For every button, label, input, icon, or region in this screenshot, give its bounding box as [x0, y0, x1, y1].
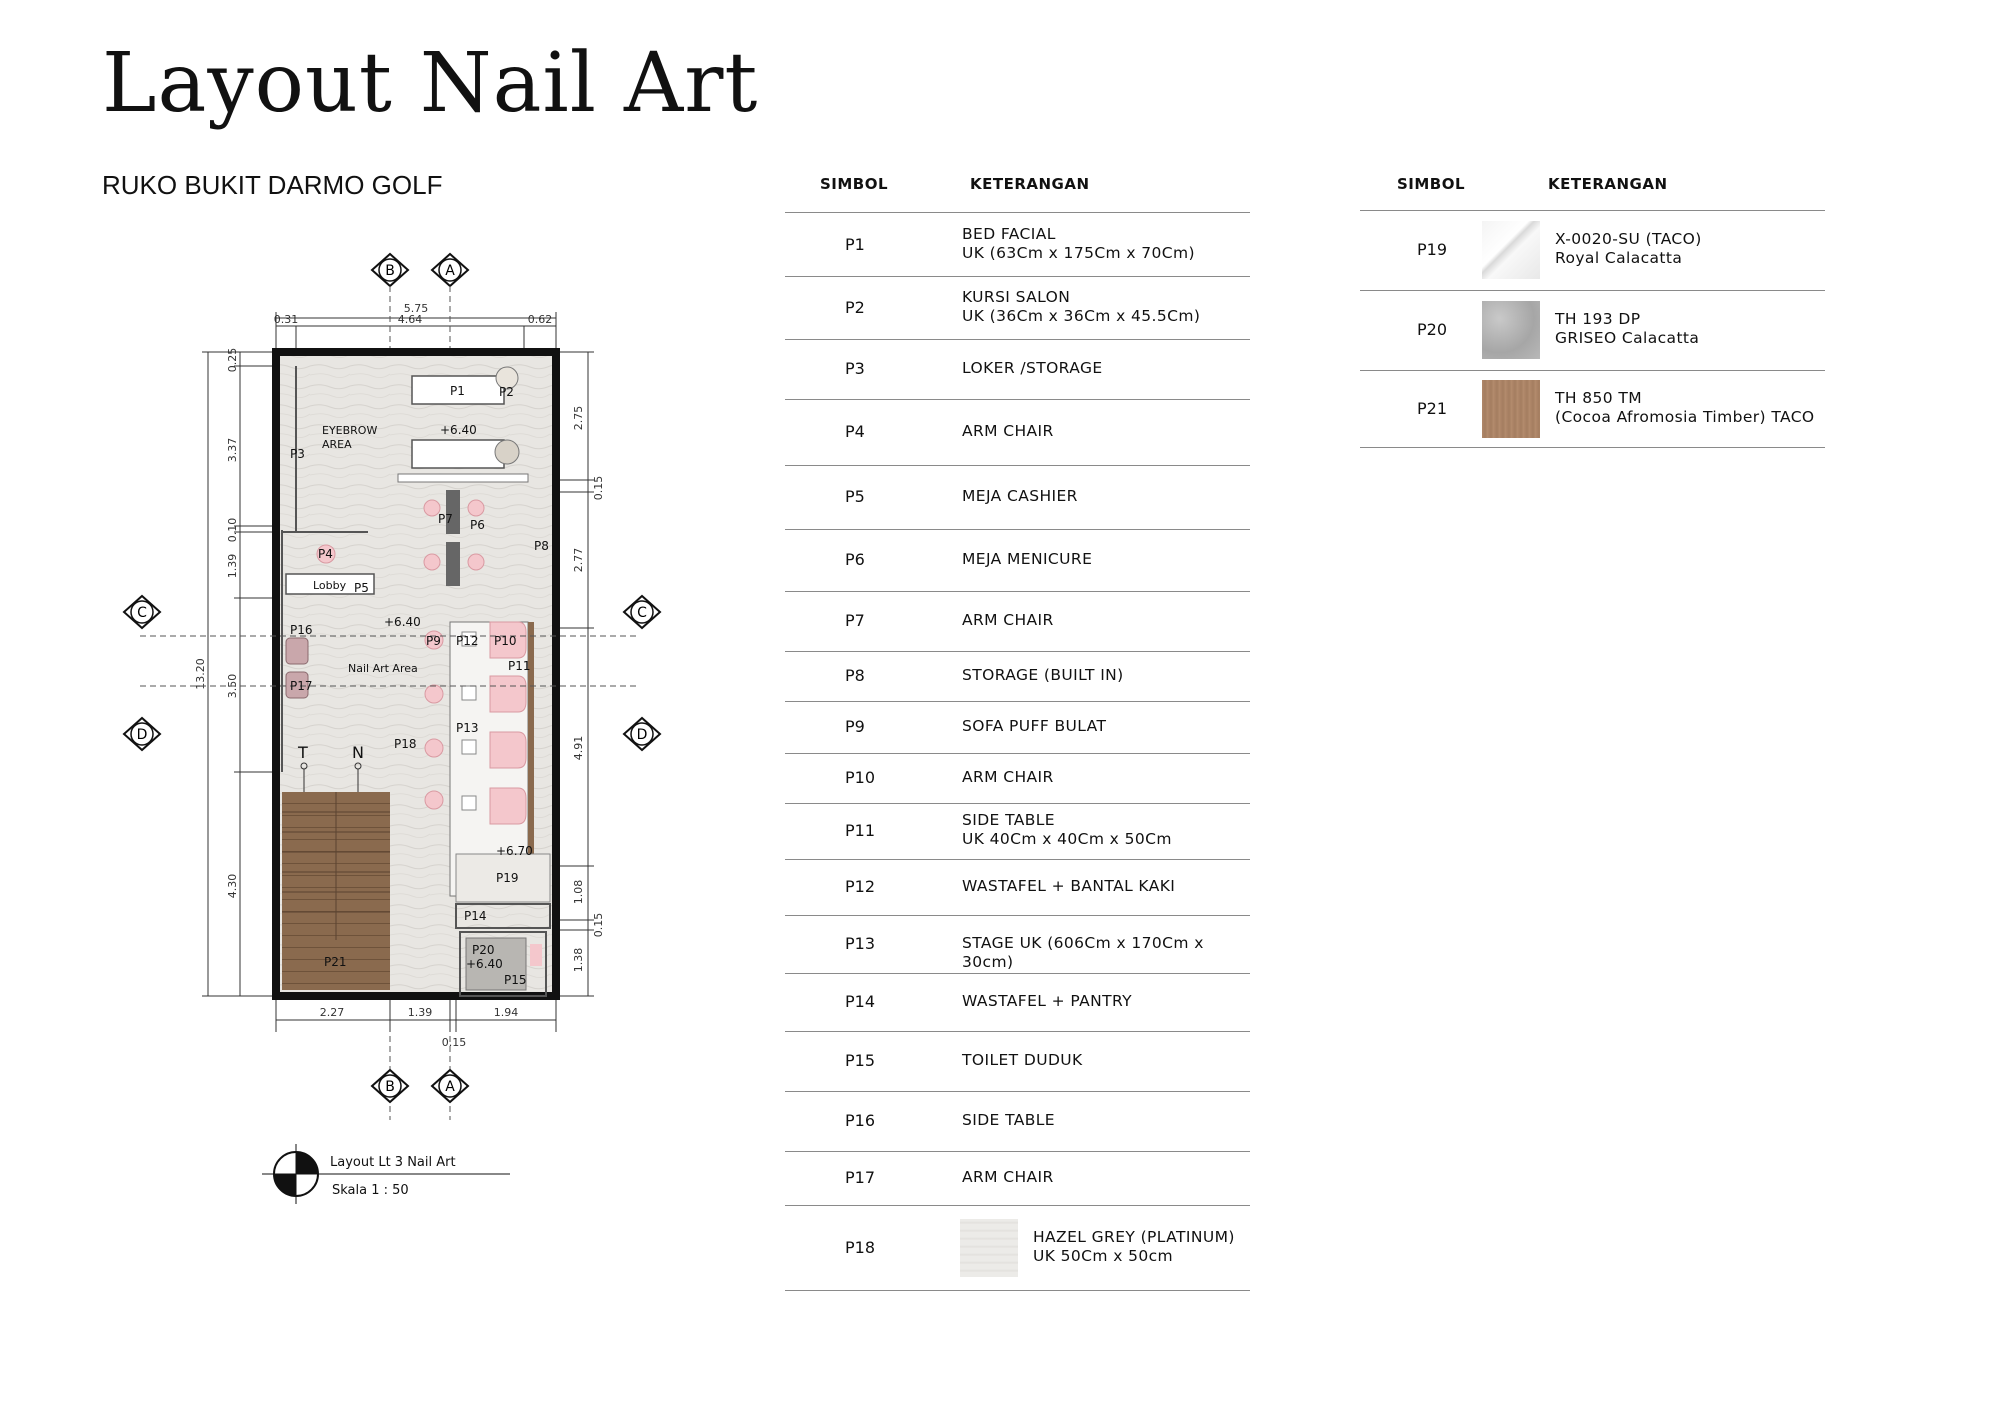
- legend-symbol: P14: [845, 992, 876, 1011]
- legend-desc-line1: ARM CHAIR: [962, 1168, 1054, 1186]
- legend-description: [962, 1051, 1083, 1070]
- legend-description: [962, 422, 1054, 441]
- label-stair-t: T: [298, 743, 308, 762]
- legend-row-p8: [785, 651, 1250, 702]
- legend-symbol: P18: [845, 1237, 876, 1257]
- legend-symbol: P6: [845, 550, 865, 569]
- dim-right-4: 4.91: [572, 735, 585, 761]
- label-eyebrow-2: AREA: [322, 438, 352, 451]
- legend-left-header-symbol: SIMBOL: [820, 175, 889, 193]
- legend-table-right: [1360, 175, 1825, 455]
- legend-description: [962, 666, 1124, 685]
- section-marker-a-top: [432, 254, 468, 286]
- caption-scale: Skala 1 : 50: [332, 1183, 409, 1198]
- legend-description: [962, 487, 1078, 506]
- dim-top-right: 0.62: [527, 313, 553, 326]
- legend-description: [962, 768, 1054, 787]
- counter: [398, 474, 528, 482]
- label-lobby: Lobby: [313, 579, 347, 592]
- legend-description: [962, 611, 1054, 630]
- legend-row-p5: [785, 465, 1250, 530]
- legend-desc-line2: UK 50Cm x 50cm: [1033, 1246, 1174, 1265]
- legend-desc-line1: LOKER /STORAGE: [962, 359, 1103, 377]
- legend-symbol: P1: [845, 234, 865, 254]
- legend-desc-line1: TH 850 TM: [1555, 388, 1643, 407]
- legend-description: [962, 225, 1195, 263]
- legend-desc-line1: KURSI SALON: [962, 287, 1071, 306]
- legend-symbol: P7: [845, 611, 865, 630]
- legend-symbol: P21: [1417, 398, 1448, 418]
- legend-symbol: P5: [845, 487, 865, 506]
- dim-left-6: 4.30: [226, 873, 239, 899]
- manicure-table-2: [446, 542, 460, 586]
- legend-desc-line1: MEJA CASHIER: [962, 487, 1078, 505]
- legend-row-p3: [785, 339, 1250, 400]
- legend-desc-line1: TOILET DUDUK: [962, 1051, 1083, 1069]
- material-swatch-p20: [1482, 301, 1540, 359]
- label-p12: P12: [456, 634, 479, 648]
- marker-a-top-label: A: [445, 263, 455, 279]
- legend-row-p18: [785, 1205, 1250, 1291]
- legend-description: [962, 811, 1172, 849]
- legend-row-p12: [785, 859, 1250, 916]
- legend-desc-line1: X-0020-SU (TACO): [1555, 230, 1702, 248]
- dim-right-2: 0.15: [592, 475, 605, 501]
- label-p8: P8: [534, 539, 549, 553]
- legend-desc-line1: WASTAFEL + BANTAL KAKI: [962, 877, 1176, 895]
- legend-description: [962, 992, 1132, 1011]
- label-stair-n: N: [352, 743, 364, 762]
- label-elev-4: +6.40: [466, 957, 503, 971]
- legend-symbol: P15: [845, 1051, 876, 1070]
- label-p20: P20: [472, 943, 495, 957]
- legend-description: [1555, 310, 1699, 348]
- legend-desc-line1: TH 193 DP: [1555, 310, 1641, 328]
- legend-symbol: P12: [845, 877, 876, 896]
- dim-top-left: 0.31: [273, 313, 299, 326]
- section-marker-d-right: [624, 718, 660, 750]
- dim-right-3: 2.77: [572, 547, 585, 573]
- label-p5: P5: [354, 581, 369, 595]
- label-elev-2: +6.40: [384, 615, 421, 629]
- marker-d-left-label: D: [136, 727, 148, 743]
- marker-c-left-label: C: [137, 605, 147, 621]
- marker-a-bottom-label: A: [445, 1079, 455, 1095]
- legend-row-p20: [1360, 290, 1825, 371]
- section-marker-d-left: [124, 718, 160, 750]
- legend-desc-line1: SOFA PUFF BULAT: [962, 717, 1107, 735]
- bed-facial-2: [412, 440, 504, 468]
- section-marker-a-bottom: [432, 1070, 468, 1102]
- dim-bottom-4: 0.15: [441, 1036, 467, 1049]
- legend-desc-line1: MEJA MENICURE: [962, 550, 1093, 568]
- plan-caption: [262, 1144, 510, 1204]
- legend-desc-line1: BED FACIAL: [962, 224, 1056, 243]
- legend-description: [962, 1111, 1055, 1130]
- dim-left-5: 3.50: [226, 673, 239, 699]
- legend-symbol: P19: [1417, 240, 1448, 259]
- legend-row-p9: [785, 701, 1250, 754]
- material-swatch-p21: [1482, 380, 1540, 438]
- legend-desc-line2: Royal Calacatta: [1555, 249, 1683, 267]
- legend-right-header-desc: KETERANGAN: [1548, 175, 1668, 193]
- dim-left-3: 0.10: [226, 517, 239, 543]
- legend-symbol: P3: [845, 359, 865, 378]
- legend-table-left: [785, 175, 1250, 1295]
- legend-row-p16: [785, 1091, 1250, 1152]
- legend-row-p7: [785, 591, 1250, 652]
- dim-right-6: 0.15: [592, 912, 605, 938]
- label-p4: P4: [318, 547, 333, 561]
- legend-description: [962, 550, 1092, 569]
- legend-symbol: P20: [1417, 320, 1448, 339]
- dim-bottom-1: 2.27: [319, 1006, 345, 1019]
- legend-symbol: P2: [845, 297, 865, 317]
- legend-description: [962, 717, 1106, 736]
- legend-desc-line1: HAZEL GREY (PLATINUM): [1033, 1227, 1235, 1246]
- label-p18: P18: [394, 737, 417, 751]
- dim-right-1: 2.75: [572, 405, 585, 431]
- legend-desc-line2: UK (36Cm x 36Cm x 45.5Cm): [962, 306, 1201, 325]
- label-p21: P21: [324, 955, 347, 969]
- label-p10: P10: [494, 634, 517, 648]
- dim-right-7: 1.38: [572, 947, 585, 973]
- legend-desc-line1: ARM CHAIR: [962, 422, 1054, 440]
- legend-row-p11: [785, 803, 1250, 860]
- legend-row-p13: [785, 915, 1250, 974]
- legend-description: [1555, 230, 1702, 268]
- label-p2: P2: [499, 385, 514, 399]
- legend-right-header-symbol: SIMBOL: [1397, 175, 1466, 193]
- marker-b-bottom-label: B: [385, 1079, 395, 1095]
- dim-left-1: 0.25: [226, 347, 239, 373]
- dim-left-2: 3.37: [226, 437, 239, 463]
- label-p13: P13: [456, 721, 479, 735]
- label-elev-3: +6.70: [496, 844, 533, 858]
- label-elev-1: +6.40: [440, 423, 477, 437]
- swatch-hazel-grey: [960, 1219, 1018, 1277]
- dim-bottom-2: 1.39: [407, 1006, 433, 1019]
- dim-top-total: 5.75: [403, 302, 429, 315]
- section-marker-b-top: [372, 254, 408, 286]
- legend-desc-line1: STAGE UK (606Cm x 170Cm x 30cm): [962, 934, 1204, 971]
- label-p14: P14: [464, 909, 487, 923]
- label-p15: P15: [504, 973, 527, 987]
- legend-description: [962, 288, 1200, 326]
- legend-description: [1033, 1228, 1235, 1266]
- left-dimensions: [202, 352, 280, 996]
- legend-description: [962, 934, 1250, 972]
- legend-row-p1: [785, 213, 1250, 277]
- legend-row-p4: [785, 399, 1250, 466]
- legend-desc-line2: (Cocoa Afromosia Timber) TACO: [1555, 407, 1815, 426]
- legend-row-p14: [785, 973, 1250, 1032]
- material-swatch-p19: [1482, 221, 1540, 279]
- dim-left-4: 1.39: [226, 553, 239, 579]
- label-p1: P1: [450, 384, 465, 398]
- legend-row-p17: [785, 1151, 1250, 1206]
- label-p7: P7: [438, 512, 453, 526]
- dim-left-total: 13.20: [194, 658, 207, 690]
- legend-description: [962, 359, 1103, 378]
- legend-symbol: P17: [845, 1168, 876, 1187]
- legend-desc-line2: UK 40Cm x 40Cm x 50Cm: [962, 830, 1172, 848]
- page-title: Layout Nail Art: [102, 36, 759, 131]
- legend-symbol: P13: [845, 934, 876, 953]
- legend-row-p6: [785, 529, 1250, 592]
- legend-description: [962, 877, 1175, 896]
- legend-desc-line1: SIDE TABLE: [962, 1111, 1055, 1129]
- legend-row-p10: [785, 753, 1250, 804]
- label-p19: P19: [496, 871, 519, 885]
- legend-desc-line1: STORAGE (BUILT IN): [962, 666, 1124, 684]
- dim-top-mid: 4.64: [397, 313, 423, 326]
- marker-b-top-label: B: [385, 263, 395, 279]
- legend-desc-line2: GRISEO Calacatta: [1555, 329, 1700, 347]
- project-subtitle: RUKO BUKIT DARMO GOLF: [102, 170, 443, 200]
- dim-bottom-3: 1.94: [493, 1006, 519, 1019]
- legend-desc-line1: ARM CHAIR: [962, 768, 1054, 786]
- legend-description: [1555, 389, 1815, 427]
- label-p17: P17: [290, 679, 313, 693]
- legend-symbol: P16: [845, 1111, 876, 1130]
- salon-chair-2: [495, 440, 519, 464]
- caption-name: Layout Lt 3 Nail Art: [330, 1155, 456, 1170]
- label-p3: P3: [290, 447, 305, 461]
- legend-description: [962, 1168, 1054, 1187]
- legend-desc-line1: ARM CHAIR: [962, 611, 1054, 629]
- label-p11: P11: [508, 659, 531, 673]
- marker-c-right-label: C: [637, 605, 647, 621]
- legend-desc-line1: SIDE TABLE: [962, 811, 1055, 829]
- legend-symbol: P9: [845, 717, 865, 736]
- legend-row-p19: [1360, 210, 1825, 291]
- label-p9: P9: [426, 634, 441, 648]
- legend-symbol: P11: [845, 821, 876, 840]
- marker-d-right-label: D: [636, 727, 648, 743]
- legend-left-header-desc: KETERANGAN: [970, 175, 1090, 193]
- label-eyebrow-1: EYEBROW: [322, 424, 378, 437]
- dim-right-5: 1.08: [572, 879, 585, 905]
- legend-symbol: P10: [845, 768, 876, 787]
- legend-desc-line2: UK (63Cm x 175Cm x 70Cm): [962, 243, 1195, 262]
- section-marker-b-bottom: [372, 1070, 408, 1102]
- side-table-p16: [286, 638, 308, 664]
- legend-symbol: P8: [845, 666, 865, 685]
- legend-desc-line1: WASTAFEL + PANTRY: [962, 992, 1133, 1010]
- legend-row-p2: [785, 276, 1250, 340]
- label-nail-art-area: Nail Art Area: [348, 662, 418, 675]
- legend-row-p21: [1360, 370, 1825, 448]
- floor-plan: [110, 240, 670, 1230]
- section-marker-c-right: [624, 596, 660, 628]
- toilet-fixture: [530, 944, 542, 966]
- legend-symbol: P4: [845, 422, 865, 441]
- section-marker-c-left: [124, 596, 160, 628]
- label-p6: P6: [470, 518, 485, 532]
- label-p16: P16: [290, 623, 313, 637]
- legend-row-p15: [785, 1031, 1250, 1092]
